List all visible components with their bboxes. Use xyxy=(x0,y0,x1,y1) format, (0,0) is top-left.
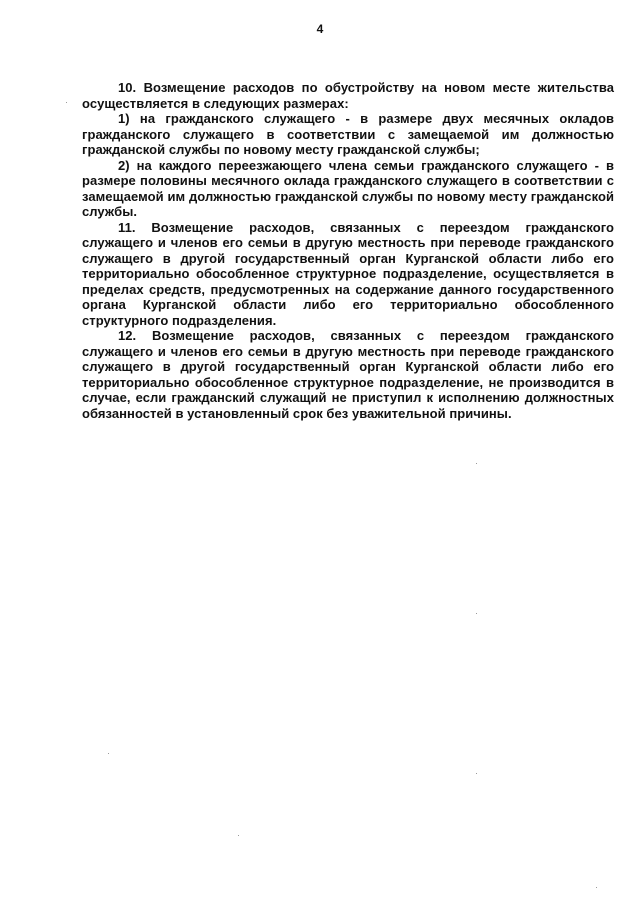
scan-speck xyxy=(238,835,239,836)
paragraph-10: 10. Возмещение расходов по обустройству на новом месте жительства осуществляется в следующих размерах: xyxy=(82,80,614,111)
paragraph-10-item-2: 2) на каждого переезжающего члена семьи гражданского служащего - в размере половины месячного оклада гражданского служащего в соответствии с замещаемой им должностью гражданской службы по новому месту гражданской службы. xyxy=(82,157,614,219)
paragraph-10-item-1: 1) на гражданского служащего - в размере двух месячных окладов гражданского служащего в соответствии с замещаемой им должностью гражданской службы по новому месту гражданской службы; xyxy=(82,111,614,157)
paragraph-11: 11. Возмещение расходов, связанных с переездом гражданского служащего и членов его семьи в другую местность при переводе гражданского служащего в другой государственный орган Курганской области либо его территориально обособленное структурное подразделение, осуществляется в пределах средств, предусмотренных на содержание данного государственного органа Курганской области либо его территориально обособленного структурного подразделения. xyxy=(82,219,614,328)
paragraph-12: 12. Возмещение расходов, связанных с переездом гражданского служащего и членов его семьи в другую местность при переводе гражданского служащего в другой государственный орган Курганской области либо его территориально обособленное структурное подразделение, не производится в случае, если гражданский служащий не приступил к исполнению должностных обязанностей в установленный срок без уважительной причины. xyxy=(82,328,614,421)
scan-speck xyxy=(596,887,597,888)
scan-speck xyxy=(66,102,67,103)
scan-speck xyxy=(476,613,477,614)
scan-speck xyxy=(476,463,477,464)
scan-speck xyxy=(476,773,477,774)
scan-speck xyxy=(108,753,109,754)
document-body xyxy=(82,80,614,421)
page-number: 4 xyxy=(316,22,324,36)
